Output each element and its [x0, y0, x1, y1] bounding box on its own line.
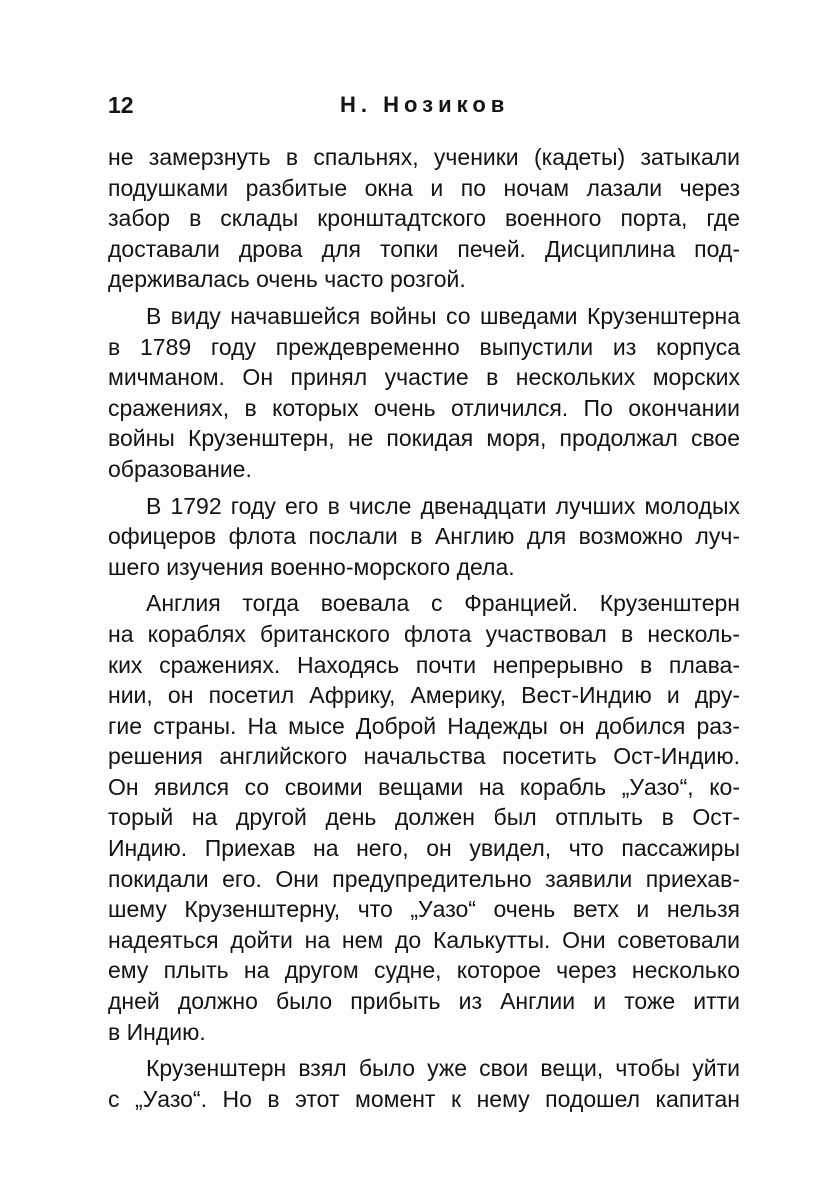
paragraph	[108, 491, 740, 583]
text-line: нии, он посетил Африку, Америку, Вест-Индию и дру-	[108, 682, 740, 709]
text-line: Крузенштерн взял было уже свои вещи, чтобы уйти	[146, 1055, 740, 1082]
text-line: Англия тогда воевала с Францией. Крузенштерн	[146, 590, 740, 617]
paragraph	[108, 588, 740, 1047]
text-line: в 1789 году преждевременно выпустили из корпуса	[108, 333, 740, 360]
text-line: В виду начавшейся войны со шведами Крузенштерна	[146, 302, 740, 329]
text-line: офицеров флота послали в Англию для возможно луч-	[108, 523, 740, 550]
paragraph	[108, 142, 740, 295]
text-line: В 1792 году его в числе двенадцати лучших молодых	[146, 492, 740, 519]
text-line: в Индию.	[108, 1018, 206, 1045]
page-number: 12	[108, 92, 134, 118]
text-line: Он явился со своими вещами на корабль „Уазо“, ко-	[108, 773, 740, 800]
text-line: с „Уазо“. Но в этот момент к нему подошел капитан	[108, 1085, 740, 1112]
text-line: шему Крузенштерну, что „Уазо“ очень ветх и нельзя	[108, 896, 740, 923]
page-header	[108, 92, 740, 128]
text-line: на кораблях британского флота участвовал в несколь-	[108, 620, 740, 647]
text-line: гие страны. На мысе Доброй Надежды он добился раз-	[108, 712, 740, 739]
text-line: не замерзнуть в спальнях, ученики (кадеты) затыкали	[108, 144, 740, 170]
text-line: мичманом. Он принял участие в нескольких морских	[108, 364, 740, 391]
paragraph	[108, 301, 740, 485]
body-text	[108, 142, 740, 1120]
text-line: войны Крузенштерн, не покидая моря, продолжал свое	[108, 425, 740, 452]
text-line: подушками разбитые окна и по ночам лазали через	[108, 174, 740, 201]
text-line: дней должно было прибыть из Англии и тоже итти	[108, 988, 740, 1015]
text-line: торый на другой день должен был отплыть в Ост-	[108, 804, 740, 831]
text-line: надеяться дойти на нем до Калькутты. Они советовали	[108, 926, 740, 953]
text-line: Индию. Приехав на него, он увидел, что пассажиры	[108, 835, 740, 862]
paragraph	[108, 1053, 740, 1114]
text-line: решения английского начальства посетить Ост-Индию.	[108, 743, 740, 770]
text-line: ких сражениях. Находясь почти непрерывно в плава-	[108, 651, 740, 678]
text-line: держивалась очень часто розгой.	[108, 266, 466, 293]
text-line: доставали дрова для топки печей. Дисциплина под-	[108, 235, 740, 262]
text-line: сражениях, в которых очень отличился. По окончании	[108, 394, 740, 421]
text-line: образование.	[108, 455, 252, 482]
text-line: покидали его. Они предупредительно заявили приехав-	[108, 865, 740, 892]
text-line: шего изучения военно-морского дела.	[108, 553, 515, 580]
running-head-author: Н. Нозиков	[340, 92, 510, 117]
text-line: ему плыть на другом судне, которое через несколько	[108, 957, 740, 984]
text-line: забор в склады кронштадтского военного порта, где	[108, 205, 740, 232]
